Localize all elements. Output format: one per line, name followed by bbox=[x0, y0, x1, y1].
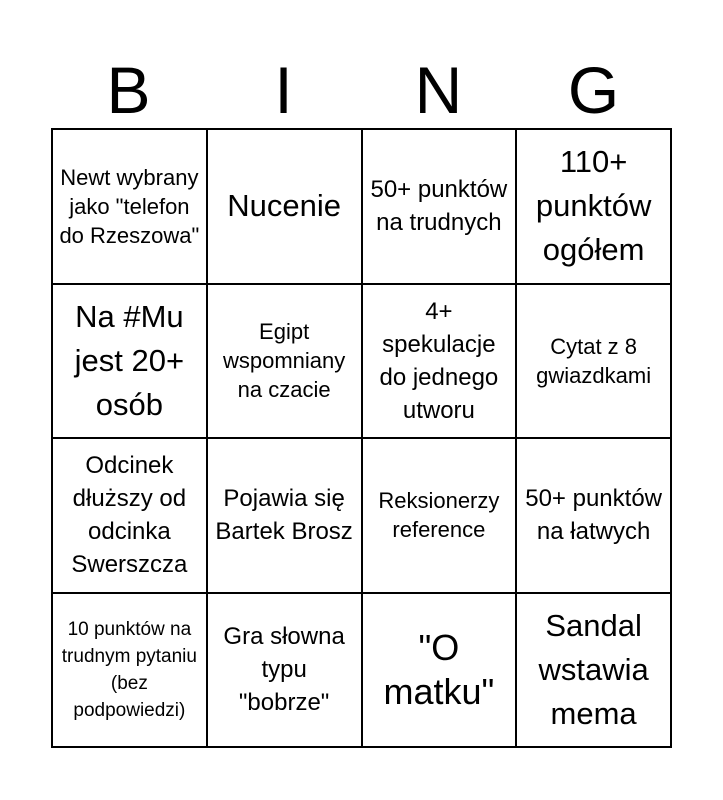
cell-label: Egipt wspomniany na czacie bbox=[222, 319, 346, 403]
bingo-cell-r1c3[interactable] bbox=[363, 130, 518, 285]
cell-label: "O matku" bbox=[383, 626, 495, 712]
cell-label: 110+ punktów ogółem bbox=[535, 144, 652, 268]
bingo-cell-r2c3[interactable] bbox=[363, 285, 518, 440]
bingo-cell-r3c2[interactable] bbox=[208, 439, 363, 594]
header-letter-b: B bbox=[106, 53, 151, 127]
header-letter-i: I bbox=[274, 53, 293, 127]
cell-label: Cytat z 8 gwiazdkami bbox=[536, 333, 652, 388]
cell-label: Odcinek dłuższy od odcinka Swerszcza bbox=[71, 452, 188, 579]
header-letter-g: G bbox=[567, 53, 620, 127]
bingo-header bbox=[51, 52, 671, 128]
cell-label: Newt wybrany jako "telefon do Rzeszowa" bbox=[59, 164, 200, 248]
cell-label: Na #Mu jest 20+ osób bbox=[74, 298, 185, 422]
bingo-cell-r1c4[interactable] bbox=[517, 130, 672, 285]
cell-label: Pojawia się Bartek Brosz bbox=[215, 485, 353, 546]
bingo-cell-r3c3[interactable] bbox=[363, 439, 518, 594]
cell-label: 50+ punktów na łatwych bbox=[525, 485, 663, 546]
bingo-grid bbox=[51, 128, 672, 748]
cell-label: 4+ spekulacje do jednego utworu bbox=[379, 297, 499, 424]
bingo-cell-r1c2[interactable] bbox=[208, 130, 363, 285]
cell-label: 10 punktów na trudnym pytaniu (bez podpowiedzi) bbox=[61, 618, 197, 721]
cell-label: Reksionerzy reference bbox=[378, 488, 500, 543]
bingo-cell-r4c1[interactable] bbox=[53, 594, 208, 749]
bingo-cell-r1c1[interactable] bbox=[53, 130, 208, 285]
bingo-cell-r4c4[interactable] bbox=[517, 594, 672, 749]
cell-label: Gra słowna typu "bobrze" bbox=[223, 623, 345, 717]
header-letter-n: N bbox=[414, 53, 463, 127]
bingo-cell-r3c1[interactable] bbox=[53, 439, 208, 594]
cell-label: Sandal wstawia mema bbox=[538, 607, 649, 731]
bingo-cell-r4c3[interactable] bbox=[363, 594, 518, 749]
cell-label: 50+ punktów na trudnych bbox=[370, 176, 508, 237]
cell-label: Nucenie bbox=[227, 188, 341, 224]
bingo-cell-r2c1[interactable] bbox=[53, 285, 208, 440]
bingo-cell-r4c2[interactable] bbox=[208, 594, 363, 749]
bingo-cell-r3c4[interactable] bbox=[517, 439, 672, 594]
bingo-cell-r2c4[interactable] bbox=[517, 285, 672, 440]
bingo-cell-r2c2[interactable] bbox=[208, 285, 363, 440]
